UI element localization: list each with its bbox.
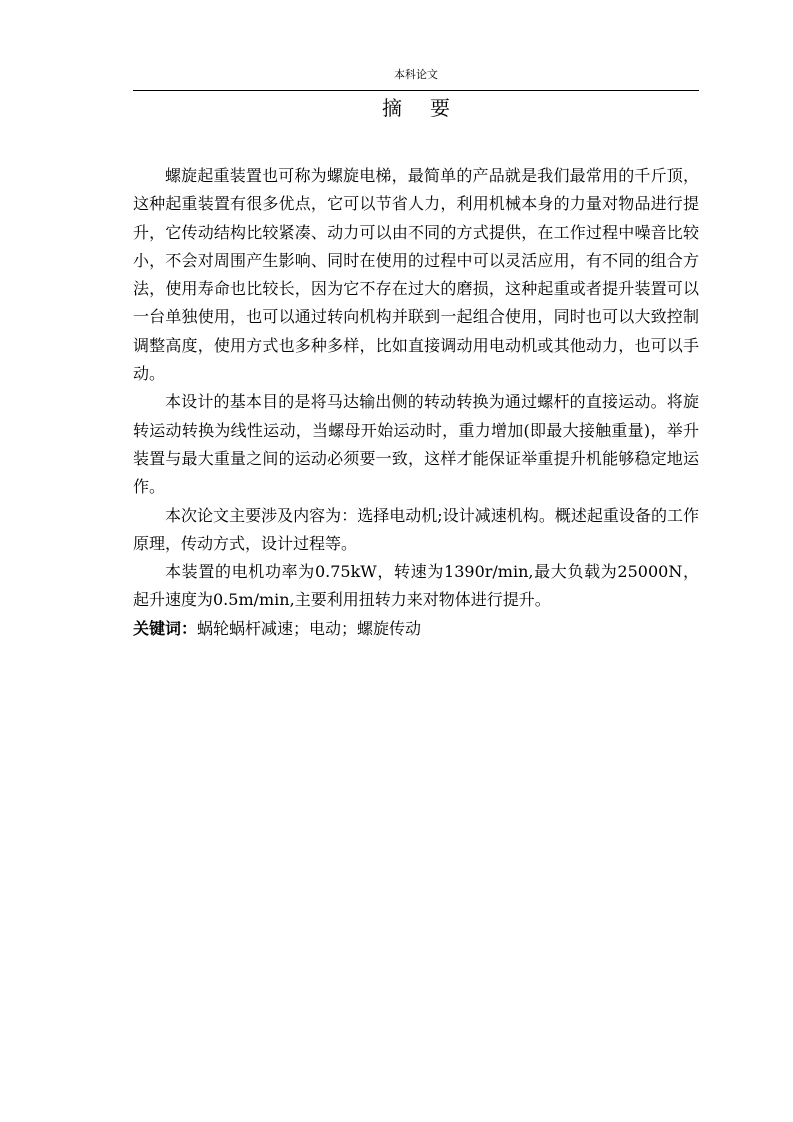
keywords-text: 蜗轮蜗杆减速；电动；螺旋传动	[197, 618, 422, 638]
abstract-paragraph-3: 本次论文主要涉及内容为：选择电动机;设计减速机构。概述起重设备的工作原理，传动方式，设计过程等。	[133, 505, 699, 553]
keywords-label: 关键词：	[133, 618, 198, 638]
running-header: 本科论文	[394, 68, 438, 81]
abstract-paragraph-1: 螺旋起重装置也可称为螺旋电梯，最简单的产品就是我们最常用的千斤顶，这种起重装置有很多优点，它可以节省人力，利用机械本身的力量对物品进行提升，它传动结构比较紧凑、动力可以由不同的方式提供，在工作过程中噪音比较小，不会对周围产生影响、同时在使用的过程中可以灵活应用，有不同的组合方法，使用寿命也比较长，因为它不存在过大的磨损，这种起重或者提升装置可以一台单独使用，也可以通过转向机构并联到一起组合使用，同时也可以大致控制调整高度，使用方式也多种多样，比如直接调动用电动机或其他动力，也可以手动。	[133, 166, 699, 384]
abstract-paragraph-4: 本装置的电机功率为0.75kW，转速为1390r/min,最大负载为25000N，起升速度为0.5m/min,主要利用扭转力来对物体进行提升。	[133, 562, 699, 610]
abstract-body	[133, 162, 699, 643]
abstract-paragraph-2: 本设计的基本目的是将马达输出侧的转动转换为通过螺杆的直接运动。将旋转运动转换为线性运动，当螺母开始运动时，重力增加(即最大接触重量)，举升装置与最大重量之间的运动必须要一致，这样才能保证举重提升机能够稳定地运作。	[133, 392, 699, 497]
keywords-line	[133, 615, 699, 643]
header-divider	[133, 90, 699, 91]
abstract-title: 摘要	[382, 96, 478, 120]
